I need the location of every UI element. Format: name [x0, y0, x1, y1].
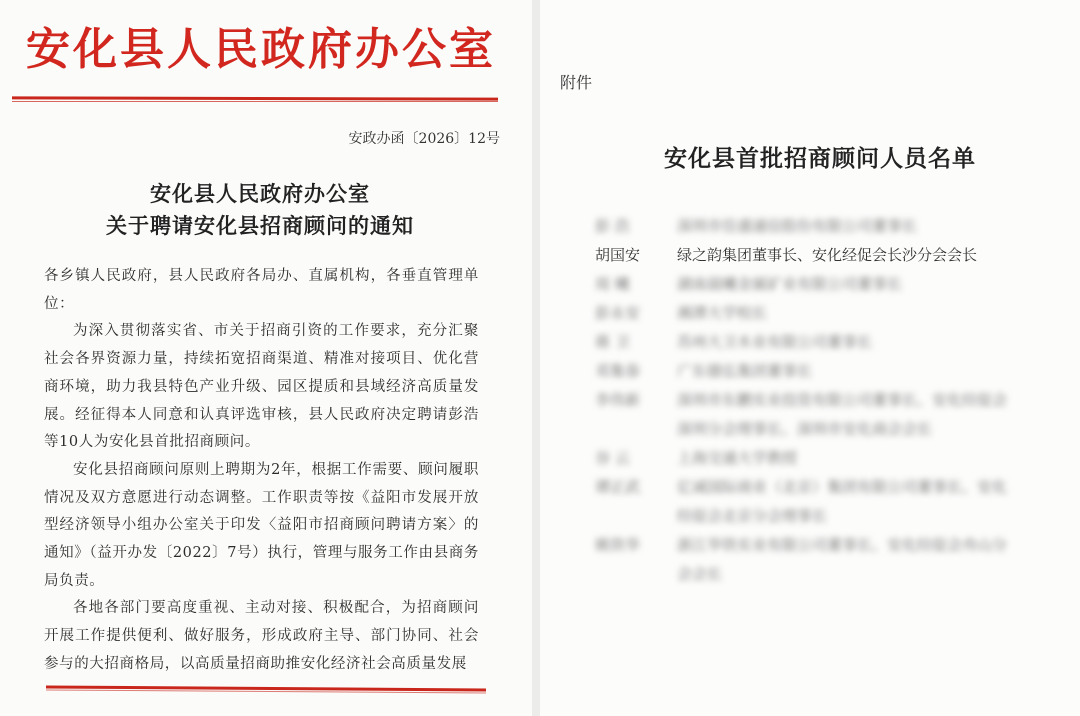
advisor-title-line: 亿诚国际商业（北京）集团有限公司董事长、安化 [677, 478, 1008, 496]
notice-paragraph: 各地各部门要高度重视、主动对接、积极配合，为招商顾问开展工作提供便利、做好服务，形成政府主导、部门协同、社会参与的大招商格局，以高质量招商助推安化经济社会高质量发展 [44, 600, 479, 672]
letterhead-red-rule-thin [12, 101, 498, 102]
advisor-title-line: 湖南晨曦金属矿业有限公司董事长 [677, 275, 903, 293]
advisor-name [595, 241, 677, 270]
advisor-title [677, 299, 1045, 328]
advisor-name [595, 357, 677, 386]
roster-row [595, 299, 1045, 328]
advisor-name-text: 胡国安 [595, 246, 641, 264]
advisor-title [677, 270, 1045, 299]
advisor-title-line: 湘潭大学校长 [677, 304, 768, 322]
advisor-name-text: 谷 云 [595, 449, 630, 467]
advisor-title-line: 苏州大卫木业有限公司董事长 [677, 333, 873, 351]
advisor-title-line: 会会长 [677, 565, 723, 583]
attachment-title: 安化县首批招商顾问人员名单 [664, 145, 976, 172]
attachment-label: 附件 [560, 73, 593, 92]
advisor-title [677, 444, 1045, 473]
advisor-title [677, 531, 1045, 589]
advisor-name [595, 270, 677, 299]
notice-body [44, 263, 479, 679]
document-number: 安政办函〔2026〕12号 [348, 131, 500, 147]
advisor-title [677, 241, 1045, 270]
letterhead-title: 安化县人民政府办公室 [26, 24, 496, 75]
advisor-title-line: 深圳市东鹏实业投资有限公司董事长、安化经促会 [677, 391, 1008, 409]
attachment-page [540, 0, 1080, 716]
advisor-title [677, 473, 1045, 531]
advisor-name-text: 彭永安 [595, 304, 641, 322]
advisor-name [595, 212, 677, 241]
advisor-name-text: 李伟新 [595, 391, 641, 409]
advisor-name-text: 谭正武 [595, 478, 641, 496]
advisor-name-text: 彭 浩 [595, 217, 630, 235]
advisor-title-line: 上海交通大学教授 [677, 449, 798, 467]
advisor-name [595, 299, 677, 328]
advisor-name-text: 邓集春 [595, 362, 641, 380]
advisor-title-line: 深圳市佳盛通信股份有限公司董事长 [677, 217, 918, 235]
notice-page [0, 0, 532, 716]
advisor-name-text: 蒋 卫 [595, 333, 630, 351]
advisor-name [595, 531, 677, 589]
roster-row [595, 386, 1045, 444]
advisor-name [595, 473, 677, 531]
notice-paragraph: 为深入贯彻落实省、市关于招商引资的工作要求，充分汇聚社会各界资源力量，持续拓宽招商渠道、精准对接项目、优化营商环境，助力我县特色产业升级、园区提质和县域经济高质量发展。经征得本人同意和认真评选审核，县人民政府决定聘请彭浩等10人为安化县首批招商顾问。 [44, 323, 479, 451]
notice-title-line-2: 关于聘请安化县招商顾问的通知 [106, 213, 414, 238]
roster-row [595, 357, 1045, 386]
roster-row [595, 241, 1045, 270]
advisor-name [595, 386, 677, 444]
advisor-title [677, 357, 1045, 386]
notice-paragraph: 安化县招商顾问原则上聘期为2年，根据工作需要、顾问履职情况及双方意愿进行动态调整。工作职责等按《益阳市发展开放型经济领导小组办公室关于印发〈益阳市招商顾问聘请方案〉的通知》（益开办发〔2022〕7号）执行，管理与服务工作由县商务局负责。 [44, 461, 479, 589]
roster-row [595, 531, 1045, 589]
advisor-name-text: 周 曦 [595, 275, 630, 293]
advisor-title [677, 386, 1045, 444]
advisor-title-line: 浙江华铁实业有限公司董事长、安化经促会舟山分 [677, 536, 1008, 554]
roster-row [595, 473, 1045, 531]
notice-title-line-1: 安化县人民政府办公室 [150, 181, 370, 206]
roster-row [595, 270, 1045, 299]
advisor-title-line: 广东德弘集团董事长 [677, 362, 813, 380]
advisor-name [595, 444, 677, 473]
advisor-name-text: 姚铁华 [595, 536, 641, 554]
advisor-roster [595, 212, 1045, 589]
notice-salutation: 各乡镇人民政府，县人民政府各局办、直属机构，各垂直管理单位： [44, 268, 479, 312]
letterhead-red-rule [12, 96, 498, 100]
advisor-title-line: 经促会北京分会理事长 [677, 507, 828, 525]
roster-row [595, 212, 1045, 241]
roster-row [595, 444, 1045, 473]
advisor-name [595, 328, 677, 357]
roster-row [595, 328, 1045, 357]
advisor-title [677, 212, 1045, 241]
advisor-title-line: 深圳分会理事长、深圳市安化商会会长 [677, 420, 933, 438]
advisor-title-line: 绿之韵集团董事长、安化经促会长沙分会会长 [677, 246, 978, 264]
advisor-title [677, 328, 1045, 357]
